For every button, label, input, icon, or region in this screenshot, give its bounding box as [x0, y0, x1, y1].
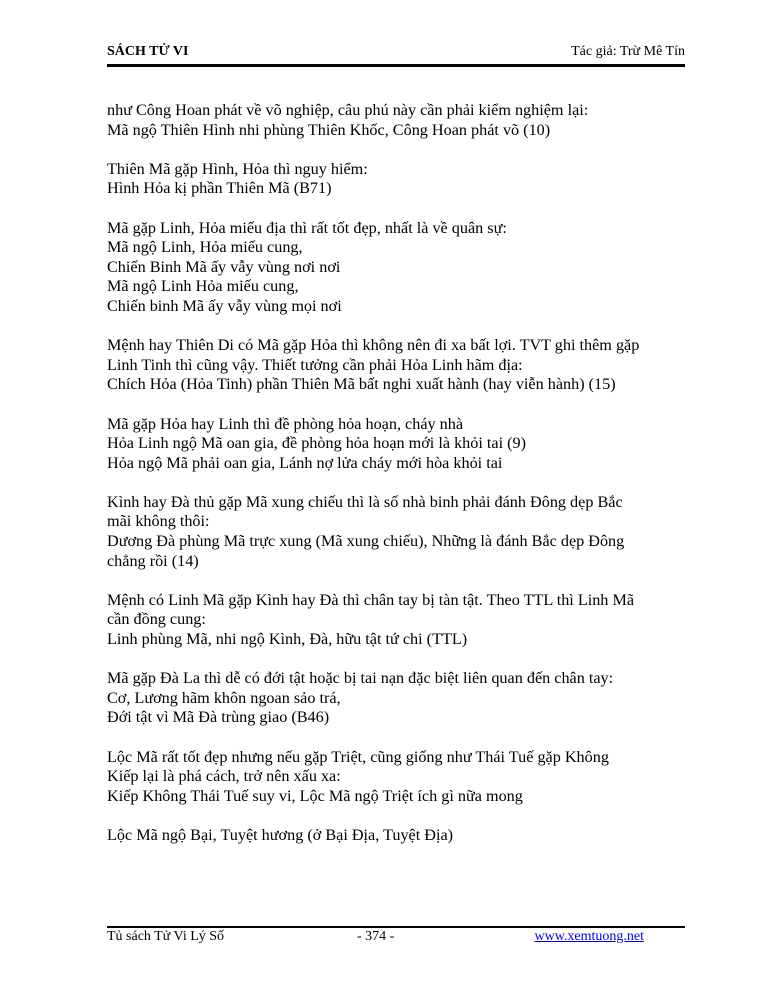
header-divider: [107, 64, 685, 67]
page-header: [107, 44, 685, 66]
verse-line: Mã ngộ Thiên Hình nhi phùng Thiên Khốc, Công Hoan phát võ (10): [107, 120, 551, 139]
text-line: như Công Hoan phát về võ nghiệp, câu phú này cần phải kiểm nghiệm lại:: [107, 101, 589, 119]
footer-divider: [107, 926, 685, 928]
verse-line: Chích Hỏa (Hỏa Tinh) phần Thiên Mã bất nghi xuất hành (hay viễn hành) (15): [107, 375, 616, 394]
verse-line: Kiếp Không Thái Tuế suy vi, Lộc Mã ngộ Triệt ích gì nữa mong: [107, 786, 523, 805]
verse-line: chẳng rồi (14): [107, 551, 199, 570]
verse-line: Mã ngộ Linh Hỏa miếu cung,: [107, 277, 299, 296]
verse-line: Mã ngộ Linh, Hỏa miếu cung,: [107, 238, 303, 257]
paragraph: [107, 493, 697, 571]
verse-line: Hình Hỏa kị phần Thiên Mã (B71): [107, 179, 332, 198]
text-line: Mã gặp Đà La thì dễ có đới tật hoặc bị tai nạn đặc biệt liên quan đến chân tay:: [107, 669, 614, 688]
verse-line: Hỏa Linh ngộ Mã oan gia, đề phòng hỏa hoạn mới là khỏi tai (9): [107, 434, 527, 453]
paragraph: [107, 748, 697, 807]
website-link[interactable]: www.xemtuong.net: [534, 929, 644, 944]
text-line: Thiên Mã gặp Hình, Hỏa thì nguy hiểm:: [107, 159, 368, 178]
verse-line: Dương Đà phùng Mã trực xung (Mã xung chiếu), Những là đánh Bắc dẹp Đông: [107, 532, 625, 551]
text-line: Mã gặp Linh, Hỏa miếu địa thì rất tốt đẹp, nhất là về quân sự:: [107, 218, 507, 237]
page-number: - 374 -: [357, 929, 395, 944]
series-name: Tủ sách Tử Vi Lý Số: [107, 929, 225, 944]
text-line: Mệnh hay Thiên Di có Mã gặp Hỏa thì không nên đi xa bất lợi. TVT ghi thêm gặp: [107, 336, 640, 355]
text-line: Mệnh có Linh Mã gặp Kình hay Đà thì chân tay bị tàn tật. Theo TTL thì Linh Mã: [107, 590, 635, 609]
verse-line: Chiến binh Mã ấy vẫy vùng mọi nơi: [107, 296, 342, 315]
paragraph: [107, 591, 697, 650]
text-line: cần đồng cung:: [107, 610, 206, 629]
text-line: Kình hay Đà thủ gặp Mã xung chiếu thì là số nhà binh phải đánh Đông dẹp Bắc: [107, 492, 623, 511]
paragraph: [107, 101, 697, 140]
page-body: [107, 101, 697, 865]
verse-line: Cơ, Lương hãm khôn ngoan sảo trá,: [107, 688, 341, 707]
paragraph: [107, 160, 697, 199]
paragraph: [107, 415, 697, 474]
paragraph: [107, 669, 697, 728]
paragraph: [107, 219, 697, 317]
verse-line: Linh phùng Mã, nhi ngộ Kình, Đà, hữu tật tứ chi (TTL): [107, 630, 468, 649]
verse-line: Đới tật vì Mã Đà trùng giao (B46): [107, 708, 330, 727]
book-title: SÁCH TỬ VI: [107, 44, 189, 59]
text-line: Kiếp lại là phá cách, trở nên xấu xa:: [107, 767, 341, 786]
author-line: Tác giả: Trừ Mê Tín: [571, 44, 685, 59]
text-line: Lộc Mã rất tốt đẹp nhưng nếu gặp Triệt, cũng giống như Thái Tuế gặp Không: [107, 747, 609, 766]
paragraph: [107, 826, 697, 846]
text-line: mãi không thôi:: [107, 512, 210, 531]
verse-line: Lộc Mã ngộ Bại, Tuyệt hương (ở Bại Địa, Tuyệt Địa): [107, 825, 454, 844]
verse-line: Hỏa ngộ Mã phải oan gia, Lánh nợ lửa cháy mới hòa khỏi tai: [107, 453, 503, 472]
verse-line: Chiến Binh Mã ấy vẫy vùng nơi nơi: [107, 257, 341, 276]
paragraph: [107, 336, 697, 395]
text-line: Linh Tinh thì cũng vậy. Thiết tưởng cần phải Hỏa Linh hãm địa:: [107, 355, 523, 374]
text-line: Mã gặp Hỏa hay Linh thì đề phòng hỏa hoạn, cháy nhà: [107, 414, 464, 433]
